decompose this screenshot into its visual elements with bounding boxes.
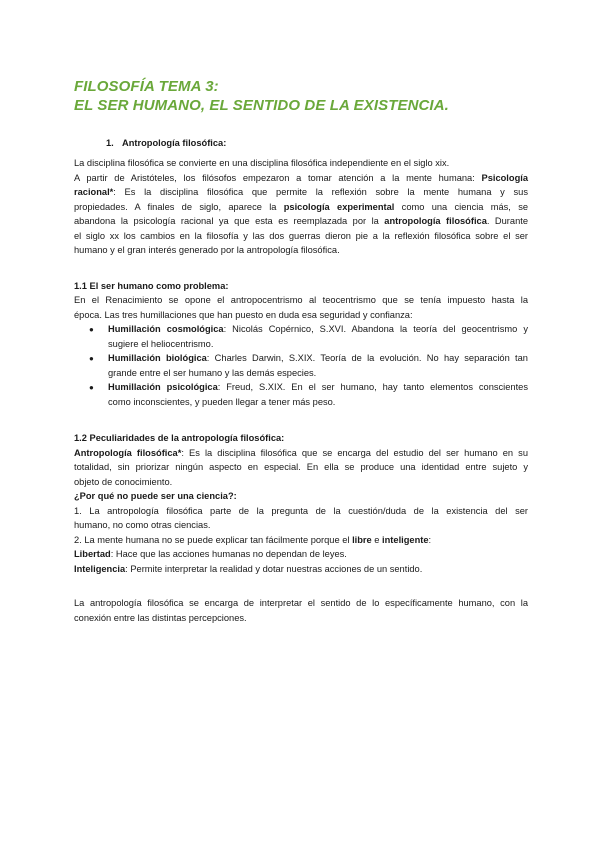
section-1-2-heading: 1.2 Peculiaridades de la antropología filosófica:	[74, 433, 285, 443]
list-item: Humillación biológica: Charles Darwin, S.XIX. Teoría de la evolución. No hay separación tan	[108, 353, 528, 363]
section-1-heading: Antropología filosófica:	[122, 138, 227, 148]
paragraph-line: 2. La mente humana no se puede explicar tan fácilmente porque el libre e inteligente:	[74, 535, 432, 545]
paragraph-line: Antropología filosófica*: Es la disciplina filosófica que se encarga del estudio del ser humano en su	[74, 448, 528, 458]
paragraph-line: Libertad: Hace que las acciones humanas no dependan de leyes.	[74, 549, 347, 559]
paragraph-line: objeto de conocimiento.	[74, 477, 173, 487]
paragraph-line: totalidad, sin priorizar ningún aspecto en especial. En ella se produce una identidad entre sujeto y	[74, 462, 528, 472]
paragraph-line: La antropología filosófica se encarga de interpretar el sentido de lo específicamente humano, con la	[74, 598, 528, 608]
section-1-1-heading: 1.1 El ser humano como problema:	[74, 281, 229, 291]
paragraph-line: La disciplina filosófica se convierte en una disciplina filosófica independiente en el siglo xix.	[74, 158, 450, 168]
list-item: Humillación cosmológica: Nicolás Copérnico, S.XVI. Abandona la teoría del geocentrismo y	[108, 324, 528, 334]
paragraph-line: humano, no como otras ciencias.	[74, 520, 211, 530]
bullet-icon: ●	[89, 383, 94, 392]
paragraph-line: conexión entre las distintas percepciones.	[74, 613, 247, 623]
paragraph-line: 1. La antropología filosófica parte de la pregunta de la cuestión/duda de la existencia del ser	[74, 506, 528, 516]
list-item-continuation: como inconscientes, y pueden llegar a tener más peso.	[108, 397, 336, 407]
bullet-icon: ●	[89, 354, 94, 363]
paragraph-line: abandona la psicología racional ya que esta es reemplazada por la antropología filosófica. Durante	[74, 216, 528, 226]
title-line-2: EL SER HUMANO, EL SENTIDO DE LA EXISTENCIA.	[74, 97, 449, 114]
list-item-continuation: grande entre el ser humano y las demás especies.	[108, 368, 317, 378]
paragraph-line: Inteligencia: Permite interpretar la realidad y dotar nuestras acciones de un sentido.	[74, 564, 423, 574]
paragraph-line: racional*: Es la disciplina filosófica que permite la reflexión sobre la mente humana y sus	[74, 187, 528, 197]
list-item: Humillación psicológica: Freud, S.XIX. En el ser humano, hay tanto elementos conscientes	[108, 382, 528, 392]
question-heading: ¿Por qué no puede ser una ciencia?:	[74, 491, 237, 501]
paragraph-line: A partir de Aristóteles, los filósofos empezaron a tomar atención a la mente humana: Psicología	[74, 173, 528, 183]
list-item-continuation: sugiere el heliocentrismo.	[108, 339, 214, 349]
bullet-icon: ●	[89, 325, 94, 334]
paragraph-line: época. Las tres humillaciones que han puesto en duda esa seguridad y confianza:	[74, 310, 413, 320]
section-1-number: 1.	[106, 138, 114, 148]
paragraph-line: humano y el gran interés generado por la antropología filosófica.	[74, 245, 340, 255]
title-line-1: FILOSOFÍA TEMA 3:	[74, 78, 219, 95]
paragraph-line: el siglo xx los cambios en la filosofía y las dos guerras dieron pie a la reflexión filosófica sobre el ser	[74, 231, 528, 241]
paragraph-line: propiedades. A finales de siglo, aparece la psicología experimental como una ciencia más, se	[74, 202, 529, 212]
paragraph-line: En el Renacimiento se opone el antropocentrismo al teocentrismo que se tenía impuesto hasta la	[74, 295, 528, 305]
